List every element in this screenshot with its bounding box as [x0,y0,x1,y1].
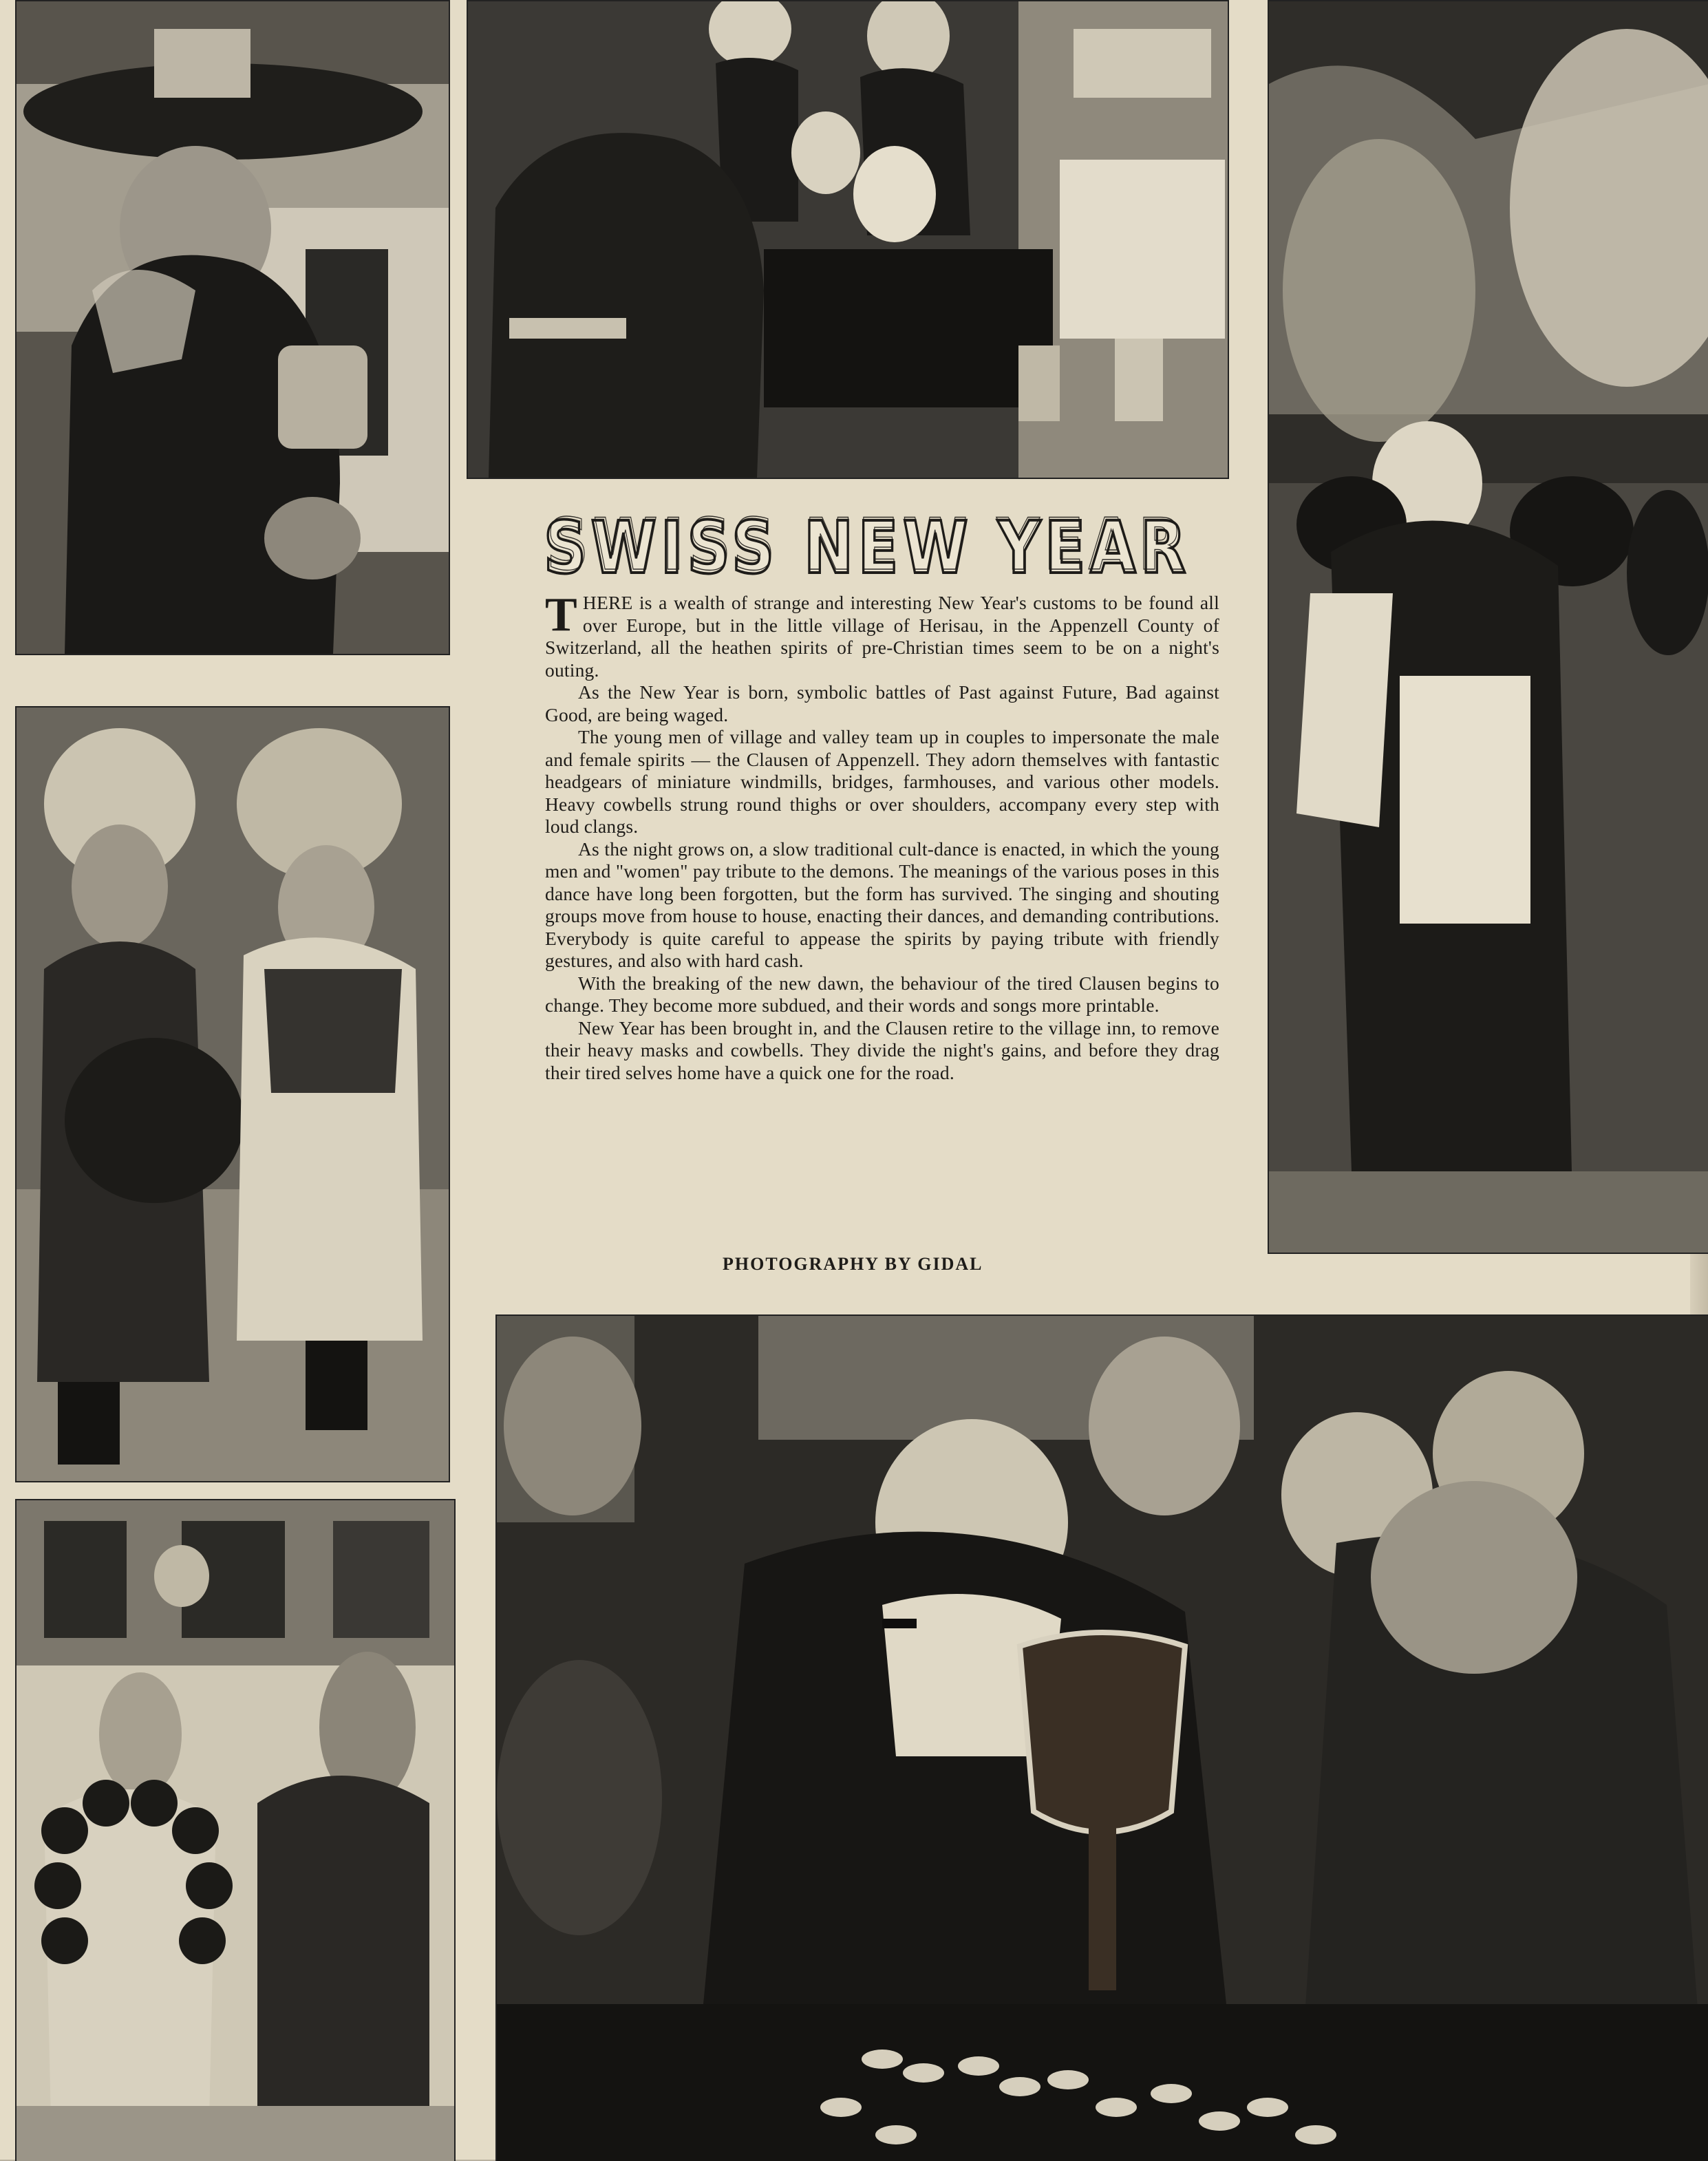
paragraph-1-text: HERE is a wealth of strange and interesting New Year's customs to be found all over Europe, but in the little village of Herisau, in the Appenzell County of Switzerland, all the heathen spirits of pre-Christian times seem to be on a night's outing. [545,592,1219,681]
article-body [545,588,1219,1084]
photo-clausen-with-hat [15,0,450,655]
photo-credit: PHOTOGRAPHY BY GIDAL [723,1254,983,1274]
photo-female-spirit-headdress [1268,0,1708,1254]
drop-cap: T [545,588,577,641]
headline-text: SWISS NEW YEAR [544,506,1191,590]
paragraph-5: With the breaking of the new dawn, the behaviour of the tired Clausen begins to change. They become more subdued, and their words and songs more printable. [545,972,1219,1016]
headline [537,496,1197,599]
photo-masks-at-table [467,0,1229,479]
photo-clausen-at-house [15,1499,456,2161]
paragraph-1 [545,588,1219,681]
paragraph-6: New Year has been brought in, and the Clausen retire to the village inn, to remove their heavy masks and cowbells. They divide the night's gains, and before they drag their tired selves home have a quick one for the road. [545,1016,1219,1083]
paragraph-4: As the night grows on, a slow traditional cult-dance is enacted, in which the young men and "women" pay tribute to the demons. The meanings of the various poses in this dance have long been forgotten, but the form has survived. The singing and shouting groups move from house to house, enacting their dances, and demanding contributions. Everybody is quite careful to appease the spirits by paying tribute with friendly gestures, and also with hard cash. [545,838,1219,971]
headline-inline-stroke: SWISS NEW YEAR [546,504,1188,587]
photo-clausen-at-village-inn [495,1314,1708,2161]
paragraph-3: The young men of village and valley team up in couples to impersonate the male and female spirits — the Clausen of Appenzell. They adorn themselves with fantastic headgears of miniature windmills, bridges, farmhouses, and various other models. Heavy cowbells strung round thighs or over shoulders, accompany every step with loud clangs. [545,726,1219,837]
paragraph-2: As the New Year is born, symbolic battles of Past against Future, Bad against Good, are being waged. [545,681,1219,725]
photo-two-masked-clausen [15,706,450,1482]
